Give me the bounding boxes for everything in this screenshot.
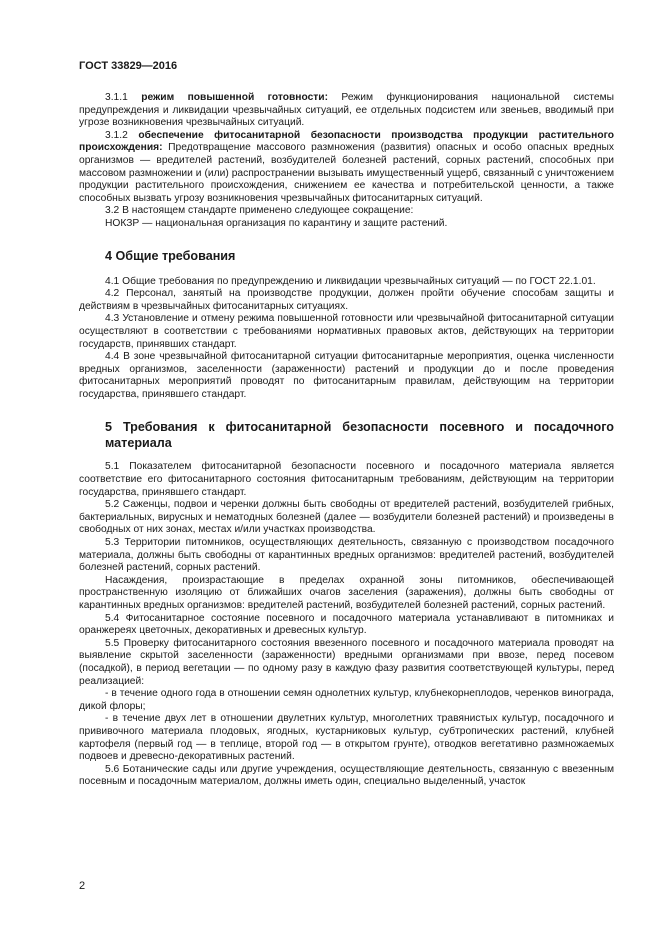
paragraph-4-1: 4.1 Общие требования по предупреждению и ликвидации чрезвычайных ситуаций — по ГОСТ 22.1.01. <box>105 275 596 287</box>
abbreviation-nokzr: НОКЗР — национальная организация по карантину и защите растений. <box>105 217 448 229</box>
list-item: - в течение двух лет в отношении двулетних культур, многолетних травянистых культур, посадочного и прививочного материала плодовых, ягодных, кустарниковых культур, субтропических растений, клубней картофеля (первый год — в теплице, второй год — в открытом грунте), отводков вегетативно размножаемых подвоев и древесно-декоративных растений. <box>79 713 614 763</box>
paragraph-5-6: 5.6 Ботанические сады или другие учреждения, осуществляющие деятельность, связанную с ввезенным посевным и посадочным материалом, должны иметь один, специально выделенный, участок <box>79 763 614 788</box>
section-4-title: 4 Общие требования <box>105 248 236 263</box>
document-header: ГОСТ 33829—2016 <box>79 60 178 72</box>
term: режим повышенной готовности: <box>141 92 329 103</box>
page-number: 2 <box>79 880 86 892</box>
paragraph-5-5: 5.5 Проверку фитосанитарного состояния ввезенного посевного и посадочного материала проводят на выявление скрытой заселенности (зараженности) вредными организмами при ввозе, перед посевом (посадкой), в период вегетации — по одному разу в каждую фазу развития соответствующей культуры, перед реализацией: <box>79 637 614 687</box>
paragraph-5-4: 5.4 Фитосанитарное состояние посевного и посадочного материала устанавливают в питомниках и оранжереях цветочных, декоративных и древесных культур. <box>79 612 614 637</box>
paragraph-4-2: 4.2 Персонал, занятый на производстве продукции, должен пройти обучение способам защиты и действиям в чрезвычайных фитосанитарных ситуациях. <box>79 288 614 312</box>
section-5-title: 5 Требования к фитосанитарной безопасности посевного и посадочного материала <box>105 420 614 451</box>
paragraph-5-3-cont: Насаждения, произрастающие в пределах охранной зоны питомников, обеспечивающей пространственную изоляцию от ближайших очагов заселения (заражения), должны быть свободны от карантинных вредных организмов: вредителей растений, возбудителей болезней растений, сорных растений. <box>79 574 614 611</box>
page-content <box>79 92 614 789</box>
paragraph-5-2: 5.2 Саженцы, подвои и черенки должны быть свободны от вредителей растений, возбудителей грибных, бактериальных, вирусных и нематодных болезней (далее — возбудители болезней растений) и произведены в свободных от них зонах, местах и/или участках производства. <box>79 499 614 536</box>
paragraph-5-1: 5.1 Показателем фитосанитарной безопасности посевного и посадочного материала является соответствие его фитосанитарного состояния фитосанитарным требованиям, действующим на территории государства, принявшего стандарт. <box>79 461 614 498</box>
term: обеспечение фитосанитарной безопасности производства продукции растительного происхождения: <box>79 129 614 154</box>
paragraph-3-2: 3.2 В настоящем стандарте применено следующее сокращение: <box>105 205 414 217</box>
paragraph-4-3: 4.3 Установление и отмену режима повышенной готовности или чрезвычайной фитосанитарной ситуации осуществляют в соответствии с требованиями нормативных правовых актов, действующих на территории государств, принявших стандарт. <box>79 313 614 350</box>
paragraph-5-3: 5.3 Территории питомников, осуществляющих деятельность, связанную с производством посадочного материала, должны быть свободны от карантинных вредных организмов: вредителей растений, возбудителей болезней растений, сорных растений. <box>79 537 614 574</box>
paragraph-4-4: 4.4 В зоне чрезвычайной фитосанитарной ситуации фитосанитарные мероприятия, оценка численности вредных организмов, заселенности (зараженности) растений и продукции до и после проведения фитосанитарных мероприятий проводят по фитосанитарным правилам, действующим на территории государства, принявшего стандарт. <box>79 351 614 400</box>
paragraph-3-1-2: 3.1.2 обеспечение фитосанитарной безопасности производства продукции растительного происхождения: Предотвращение массового размножения (развития) опасных и особо опасных вредных организмов — вредителей растений, возбудителей болезней растений, сорных растений, способных при массовом размножении и (или) распространении вызывать имущественный ущерб, связанный с уничтожением продукции растительного происхождения, снижением ее качества и потребительской ценности, а также способных вызвать угрозу возникновения чрезвычайных фитосанитарных ситуаций. <box>79 129 614 204</box>
paragraph-3-1-1: 3.1.1 режим повышенной готовности: Режим функционирования национальной системы предупреждения и ликвидации чрезвычайных ситуаций, ее отдельных подсистем или звеньев, вводимый при угрозе возникновения чрезвычайных ситуаций. <box>79 92 614 129</box>
list-item: - в течение одного года в отношении семян однолетних культур, клубнекорнеплодов, черенков винограда, дикой флоры; <box>79 688 614 712</box>
